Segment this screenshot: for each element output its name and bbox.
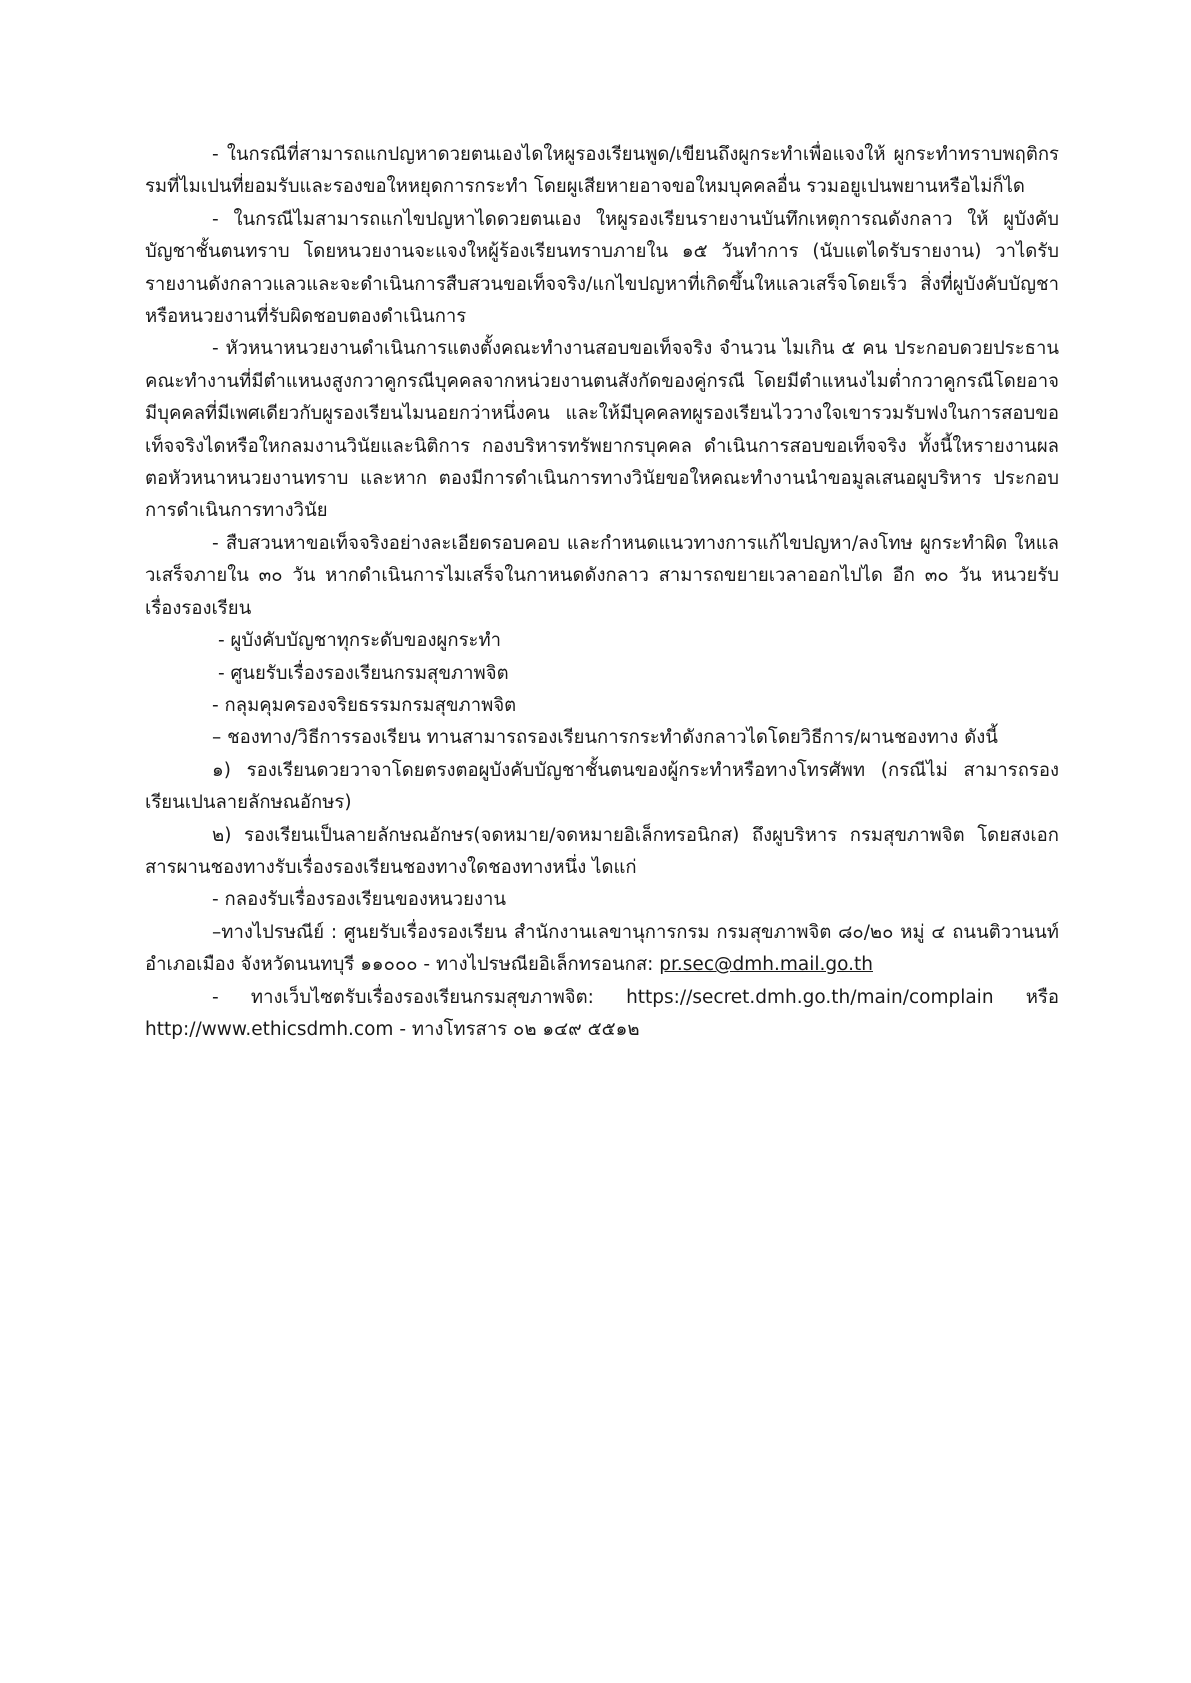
channel-complaint-box: - กลองรับเรื่องรองเรียนของหนวยงาน <box>212 889 507 911</box>
channel-website-fax: - ทางเว็บไซตรับเรื่องรองเรียนกรมสุขภาพจิต: https://secret.dmh.go.th/main/complain หรือ http://www.ethicsdmh.com - ทางโทรสาร ๐๒ ๑๔๙ ๕๕๑๒ <box>145 986 1059 1040</box>
agency-item-ethics-group: - กลุมคุมครองจริยธรรมกรมสุขภาพจิต <box>212 694 517 716</box>
paragraph-report-supervisor: - ในกรณีไมสามารถแกไขปญหาไดดวยตนเอง ใหผูรองเรียนรายงานบันทึกเหตุการณดังกลาว ให้ ผูบังคับบัญชาชั้นตนทราบ โดยหนวยงานจะแจงใหผู้ร้องเรียนทราบภายใน ๑๕ วันทำการ (นับแตไดรับรายงาน) วาไดรับรายงานดังกลาวแลวและจะดำเนินการสืบสวนขอเท็จจริง/แกไขปญหาที่เกิดขึ้นใหแลวเสร็จโดยเร็ว สิ่งที่ผูบังคับบัญชาหรือหนวยงานที่รับผิดชอบตองดำเนินการ <box>145 208 1059 328</box>
agency-item-supervisors: - ผูบังคับบัญชาทุกระดับของผูกระทำ <box>218 630 502 652</box>
email-link[interactable]: pr.sec@dmh.mail.go.th <box>659 954 873 976</box>
method-written: ๒) รองเรียนเป็นลายลักษณอักษร(จดหมาย/จดหมายอิเล็กทรอนิกส) ถึงผูบริหาร กรมสุขภาพจิต โดยสงเอกสารผานชองทางรับเรื่องรองเรียนชองทางใดชองทางหนึ่ง ไดแก่ <box>145 824 1059 878</box>
paragraph-investigation-deadline: - สืบสวนหาขอเท็จจริงอย่างละเอียดรอบคอบ และกำหนดแนวทางการแก้ไขปญหา/ลงโทษ ผูกระทำผิด ใหแลวเสร็จภายใน ๓๐ วัน หากดำเนินการไมเสร็จในกาหนดดังกลาว สามารถขยายเวลาออกไปได อีก ๓๐ วัน หนวยรับเรื่องรองเรียน <box>145 532 1059 619</box>
paragraph-self-resolution: - ในกรณีที่สามารถแกปญหาดวยตนเองไดใหผูรองเรียนพูด/เขียนถึงผูกระทำเพื่อแจงให้ ผูกระทำทราบพฤติกรรมที่ไมเปนที่ยอมรับและรองขอใหหยุดการกระทำ โดยผูเสียหายอาจขอใหมบุคคลอื่น รวมอยูเปนพยานหรือไม่ก็ได <box>145 144 1059 198</box>
method-verbal: ๑) รองเรียนดวยวาจาโดยตรงตอผูบังคับบัญชาชั้นตนของผู้กระทำหรือทางโทรศัพท (กรณีไม่ สามารถรองเรียนเปนลายลักษณอักษร) <box>145 759 1059 814</box>
paragraph-investigation-committee: - หัวหนาหนวยงานดำเนินการแตงตั้งคณะทำงานสอบขอเท็จจริง จำนวน ไมเกิน ๕ คน ประกอบดวยประธานคณะทำงานที่มีตำแหนงสูงกวาคูกรณีบุคคลจากหน่วยงานตนสังกัดของคู่กรณี โดยมีตำแหนงไมต่ำกวาคูกรณีโดยอาจมีบุคคลที่มีเพศเดียวกับผูรองเรียนไมนอยกว่าหนึ่งคน และให้มีบุคคลทผูรองเรียนไววางใจเขารวมรับฟงในการสอบขอเท็จจริงไดหรือใหกลมงานวินัยและนิติการ กองบริหารทรัพยากรบุคคล ดำเนินการสอบขอเท็จจริง ทั้งนี้ใหรายงานผลตอหัวหนาหนวยงานทราบ และหาก ตองมีการดำเนินการทางวินัยขอใหคณะทำงานนำขอมูลเสนอผูบริหาร ประกอบการดำเนินการทางวินัย <box>145 338 1059 522</box>
postal-address-text: –ทางไปรษณีย์ : ศูนยรับเรื่องรองเรียน สำนักงานเลขานุการกรม กรมสุขภาพจิต ๘๐/๒๐ หมู่ ๔ ถนนติวานนท์ อำเภอเมือง จังหวัดนนทบุรี ๑๑๐๐๐ - ทางไปรษณียอิเล็กทรอนกส: <box>145 921 1059 976</box>
channels-intro: – ชองทาง/วิธีการรองเรียน ทานสามารถรองเรียนการกระทำดังกลาวไดโดยวิธีการ/ผานชองทาง ดังนี้ <box>212 727 998 749</box>
agency-item-complaint-center: - ศูนยรับเรื่องรองเรียนกรมสุขภาพจิต <box>218 662 509 684</box>
channel-postal <box>145 917 1059 982</box>
